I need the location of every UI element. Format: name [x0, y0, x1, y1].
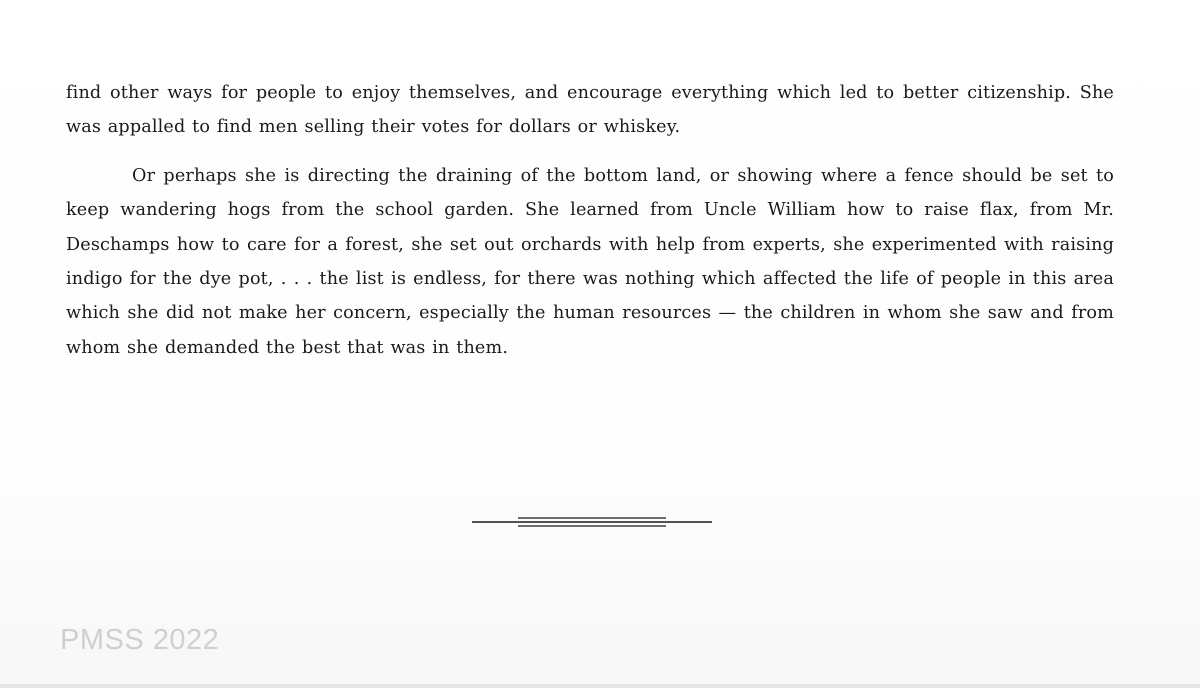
body-text — [66, 76, 1114, 365]
paragraph-1: find other ways for people to enjoy themselves, and encourage everything which led to better citizenship. She was appalled to find men selling their votes for dollars or whiskey. — [66, 83, 1114, 138]
paragraph-2: Or perhaps she is directing the draining of the bottom land, or showing where a fence should be set to keep wandering hogs from the school garden. She learned from Uncle William how to raise flax, from Mr. Deschamps how to care for a forest, she set out orchards with help from experts, she experimented with raising indigo for the dye pot, . . . the list is endless, for there was nothing which affected the life of people in this area which she did not make her concern, especially the human resources — the children in whom she saw and from whom she demanded the best that was in them. — [66, 165, 1114, 358]
archive-watermark: PMSS 2022 — [60, 624, 220, 656]
page-bottom-edge — [0, 684, 1200, 688]
section-divider-ornament — [472, 516, 712, 528]
